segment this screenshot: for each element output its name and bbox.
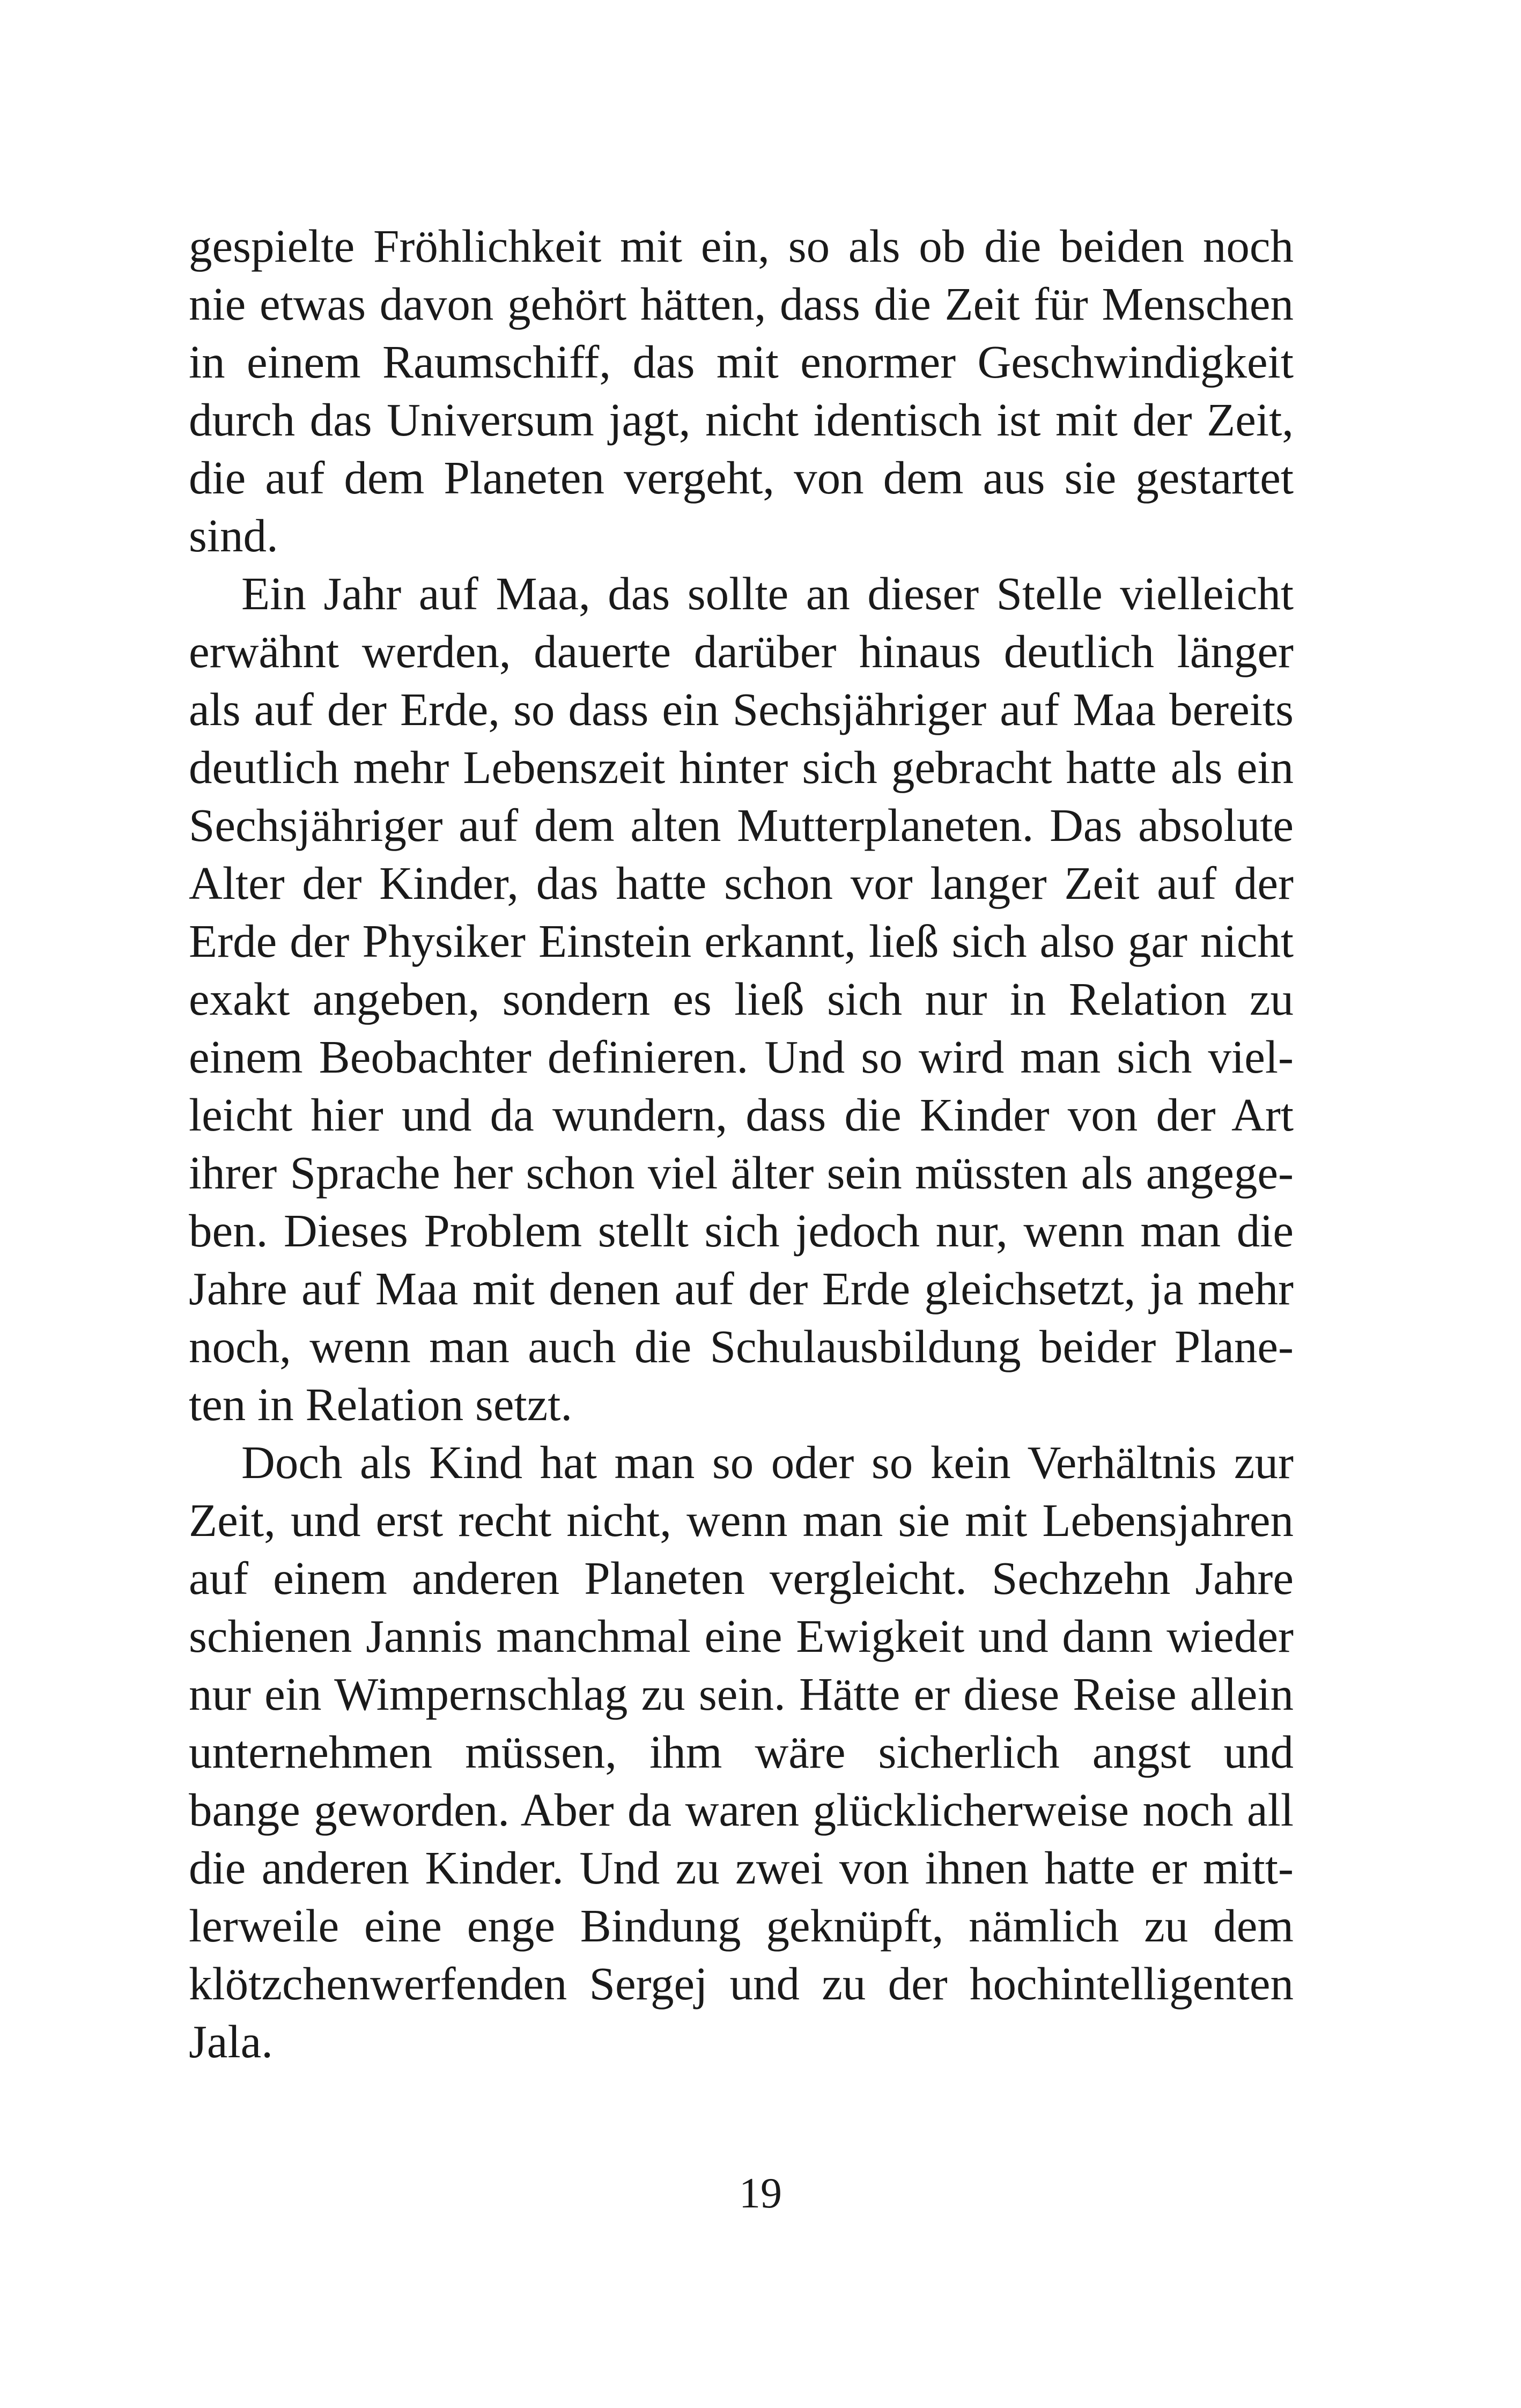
- text-line: deutlich mehr Lebenszeit hinter sich gebracht hatte als ein: [189, 741, 1294, 793]
- text-line: Ein Jahr auf Maa, das sollte an dieser Stelle vielleicht: [241, 567, 1294, 619]
- text-line: ihrer Sprache her schon viel älter sein müssten als angege-: [189, 1147, 1294, 1199]
- text-line: erwähnt werden, dauerte darüber hinaus deutlich länger: [189, 625, 1294, 677]
- text-line: unternehmen müssen, ihm wäre sicherlich angst und: [189, 1726, 1294, 1778]
- body-text: [189, 217, 1294, 2071]
- text-line: klötzchenwerfenden Sergej und zu der hochintelligenten: [189, 1958, 1294, 2010]
- text-line: Doch als Kind hat man so oder so kein Verhältnis zur: [241, 1436, 1294, 1488]
- text-line: nur ein Wimpernschlag zu sein. Hätte er diese Reise allein: [189, 1668, 1294, 1720]
- text-line: nie etwas davon gehört hätten, dass die Zeit für Menschen: [189, 278, 1294, 330]
- text-line: gespielte Fröhlichkeit mit ein, so als ob die beiden noch: [189, 220, 1294, 272]
- text-line: Erde der Physiker Einstein erkannt, ließ sich also gar nicht: [189, 915, 1294, 967]
- text-line: leicht hier und da wundern, dass die Kinder von der Art: [189, 1089, 1294, 1141]
- text-line: in einem Raumschiff, das mit enormer Geschwindigkeit: [189, 336, 1294, 388]
- text-line: die anderen Kinder. Und zu zwei von ihnen hatte er mitt-: [189, 1842, 1294, 1894]
- text-line: auf einem anderen Planeten vergleicht. Sechzehn Jahre: [189, 1552, 1294, 1604]
- text-line: ten in Relation setzt.: [189, 1378, 573, 1430]
- text-line: als auf der Erde, so dass ein Sechsjähriger auf Maa bereits: [189, 683, 1294, 735]
- text-line: lerweile eine enge Bindung geknüpft, nämlich zu dem: [189, 1900, 1294, 1952]
- page-number: 19: [739, 2170, 782, 2217]
- text-line: sind.: [189, 509, 278, 562]
- text-line: noch, wenn man auch die Schulausbildung beider Plane-: [189, 1320, 1294, 1372]
- text-line: Zeit, und erst recht nicht, wenn man sie mit Lebensjahren: [189, 1494, 1294, 1546]
- text-line: einem Beobachter definieren. Und so wird man sich viel-: [189, 1031, 1294, 1083]
- text-line: Jala.: [189, 2015, 274, 2067]
- text-line: Jahre auf Maa mit denen auf der Erde gleichsetzt, ja mehr: [189, 1262, 1294, 1314]
- text-line: bange geworden. Aber da waren glücklicherweise noch all: [189, 1784, 1294, 1836]
- text-line: die auf dem Planeten vergeht, von dem aus sie gestartet: [189, 452, 1294, 504]
- text-line: exakt angeben, sondern es ließ sich nur in Relation zu: [189, 973, 1294, 1025]
- text-line: Alter der Kinder, das hatte schon vor langer Zeit auf der: [189, 857, 1294, 909]
- text-line: ben. Dieses Problem stellt sich jedoch nur, wenn man die: [189, 1205, 1294, 1257]
- text-line: schienen Jannis manchmal eine Ewigkeit und dann wieder: [189, 1610, 1294, 1662]
- text-line: durch das Universum jagt, nicht identisch ist mit der Zeit,: [189, 394, 1294, 446]
- text-line: Sechsjähriger auf dem alten Mutterplaneten. Das absolute: [189, 799, 1294, 851]
